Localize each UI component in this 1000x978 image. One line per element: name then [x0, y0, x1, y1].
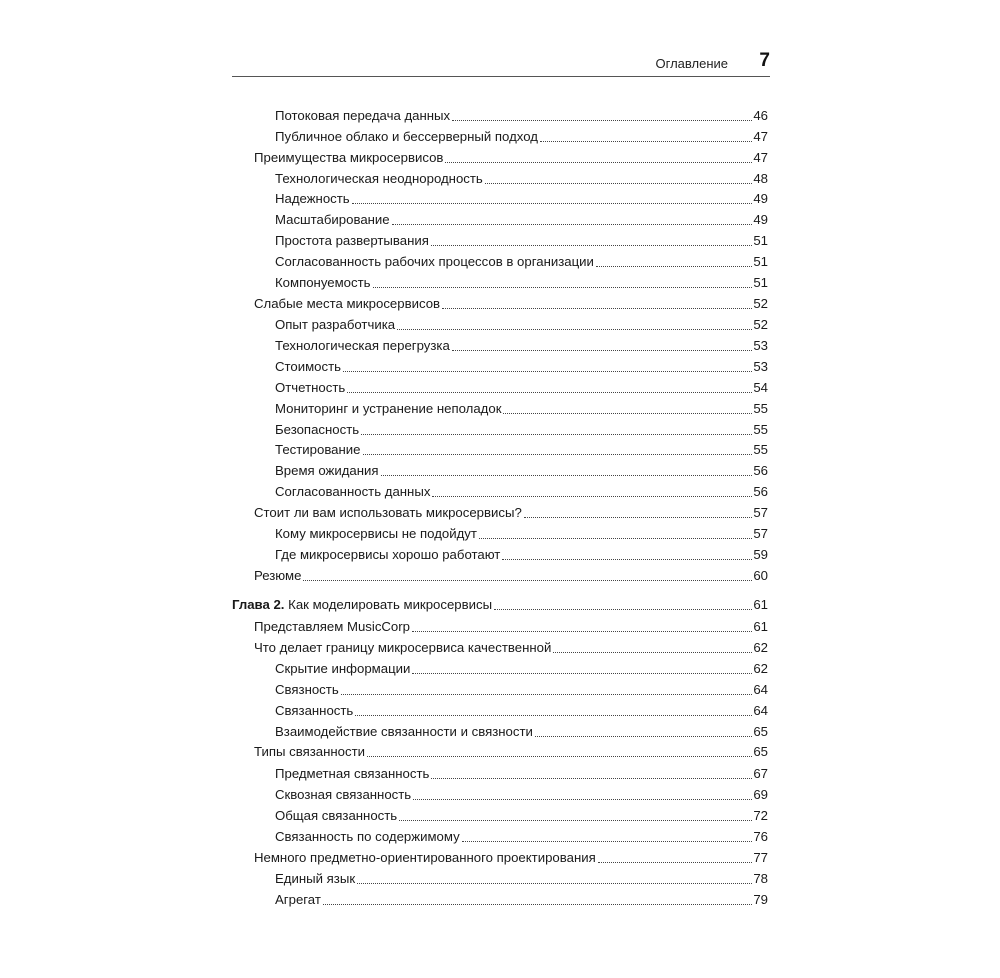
dot-leader	[596, 265, 752, 267]
toc-entry[interactable]	[275, 764, 768, 782]
toc-entry-title: Отчетность	[275, 380, 346, 395]
toc-entry[interactable]	[275, 357, 768, 375]
toc-entry-page: 55	[753, 401, 768, 416]
toc-entry-title: Кому микросервисы не подойдут	[275, 526, 477, 541]
toc-entry[interactable]	[275, 189, 768, 207]
toc-entry-page: 65	[753, 744, 768, 759]
toc-entry[interactable]	[254, 848, 768, 866]
toc-entry-page: 49	[753, 191, 768, 206]
toc-entry-page: 65	[753, 724, 768, 739]
toc-entry-title: Типы связанности	[254, 744, 365, 759]
toc-entry[interactable]	[275, 273, 768, 291]
dot-leader	[598, 861, 753, 863]
toc-entry[interactable]	[254, 566, 768, 584]
dot-leader	[412, 672, 752, 674]
toc-entry-page: 52	[753, 296, 768, 311]
toc-entry[interactable]	[254, 617, 768, 635]
toc-entry-title: Мониторинг и устранение неполадок	[275, 401, 502, 416]
dot-leader	[397, 328, 752, 330]
toc-entry[interactable]	[275, 315, 768, 333]
toc-entry[interactable]	[275, 785, 768, 803]
dot-leader	[412, 630, 752, 632]
toc-entry-page: 51	[753, 275, 768, 290]
toc-entry-title: Связанность по содержимому	[275, 829, 460, 844]
toc-entry-title: Немного предметно-ориентированного проектирования	[254, 850, 596, 865]
toc-entry[interactable]	[275, 106, 768, 124]
dot-leader	[347, 391, 752, 393]
toc-entry-page: 59	[753, 547, 768, 562]
toc-entry[interactable]	[275, 806, 768, 824]
dot-leader	[452, 349, 753, 351]
toc-entry-page: 55	[753, 442, 768, 457]
toc-entry-title: Сквозная связанность	[275, 787, 412, 802]
toc-entry-title: Согласованность рабочих процессов в организации	[275, 254, 594, 269]
dot-leader	[540, 140, 752, 142]
toc-entry[interactable]	[254, 503, 768, 521]
toc-entry-page: 78	[753, 871, 768, 886]
dot-leader	[399, 819, 752, 821]
toc-entry-page: 77	[753, 850, 768, 865]
toc-chapter-entry[interactable]	[232, 595, 768, 613]
dot-leader	[323, 903, 752, 905]
toc-entry-title: Надежность	[275, 191, 350, 206]
toc-entry-page: 61	[753, 597, 768, 612]
dot-leader	[432, 495, 752, 497]
dot-leader	[352, 202, 753, 204]
toc-entry-page: 56	[753, 463, 768, 478]
dot-leader	[445, 161, 752, 163]
toc-entry[interactable]	[254, 638, 768, 656]
toc-entry-title: Предметная связанность	[275, 766, 430, 781]
dot-leader	[373, 286, 753, 288]
dot-leader	[553, 651, 752, 653]
dot-leader	[355, 714, 752, 716]
page-header	[232, 50, 770, 77]
dot-leader	[479, 537, 752, 539]
dot-leader	[343, 370, 752, 372]
dot-leader	[494, 608, 752, 610]
toc-entry-page: 61	[753, 619, 768, 634]
toc-entry-title: Опыт разработчика	[275, 317, 396, 332]
toc-entry-title: Потоковая передача данных	[275, 108, 451, 123]
dot-leader	[442, 307, 752, 309]
toc-entry-page: 79	[753, 892, 768, 907]
dot-leader	[392, 223, 753, 225]
toc-entry[interactable]	[275, 440, 768, 458]
dot-leader	[357, 882, 752, 884]
toc-entry[interactable]	[254, 742, 768, 760]
toc-entry[interactable]	[275, 701, 768, 719]
toc-entry-page: 64	[753, 703, 768, 718]
toc-entry[interactable]	[275, 127, 768, 145]
page-number: 7	[759, 50, 770, 71]
toc-entry-page: 69	[753, 787, 768, 802]
dot-leader	[381, 474, 753, 476]
toc-entry-title: Взаимодействие связанности и связности	[275, 724, 533, 739]
toc-entry[interactable]	[275, 378, 768, 396]
toc-entry-title: Общая связанность	[275, 808, 398, 823]
toc-entry-page: 64	[753, 682, 768, 697]
toc-entry-page: 49	[753, 212, 768, 227]
toc-entry[interactable]	[275, 890, 768, 908]
toc-entry-title: Согласованность данных	[275, 484, 431, 499]
toc-entry[interactable]	[275, 210, 768, 228]
toc-entry-page: 56	[753, 484, 768, 499]
toc-entry-title	[232, 597, 492, 613]
toc-entry[interactable]	[275, 680, 768, 698]
toc-entry[interactable]	[275, 231, 768, 249]
toc-entry[interactable]	[275, 420, 768, 438]
dot-leader	[431, 777, 752, 779]
toc-entry-title: Время ожидания	[275, 463, 379, 478]
toc-entry-page: 54	[753, 380, 768, 395]
toc-entry-page: 48	[753, 171, 768, 186]
toc-entry-title: Резюме	[254, 568, 302, 583]
toc-entry-page: 51	[753, 254, 768, 269]
dot-leader	[341, 693, 753, 695]
toc-entry-page: 47	[753, 150, 768, 165]
dot-leader	[367, 755, 752, 757]
toc-entry-title: Что делает границу микросервиса качественной	[254, 640, 552, 655]
toc-entry-title: Преимущества микросервисов	[254, 150, 444, 165]
toc-entry[interactable]	[275, 524, 768, 542]
toc-entry-title: Стоимость	[275, 359, 342, 374]
dot-leader	[462, 840, 753, 842]
dot-leader	[431, 244, 752, 246]
toc-entry-title: Технологическая перегрузка	[275, 338, 450, 353]
dot-leader	[361, 433, 752, 435]
dot-leader	[503, 412, 752, 414]
toc-entry[interactable]	[275, 545, 768, 563]
toc-entry-page: 62	[753, 661, 768, 676]
toc-entry[interactable]	[254, 148, 768, 166]
toc-entry-title: Безопасность	[275, 422, 360, 437]
toc-entry-page: 62	[753, 640, 768, 655]
toc-entry-page: 76	[753, 829, 768, 844]
toc-entry[interactable]	[275, 336, 768, 354]
toc-entry-title: Тестирование	[275, 442, 361, 457]
toc-entry-page: 53	[753, 359, 768, 374]
toc-entry-title: Агрегат	[275, 892, 321, 907]
toc-entry-page: 67	[753, 766, 768, 781]
toc-entry[interactable]	[275, 252, 768, 270]
toc-entry-page: 53	[753, 338, 768, 353]
toc-entry-title: Скрытие информации	[275, 661, 411, 676]
dot-leader	[452, 119, 752, 121]
toc-entry-title: Связанность	[275, 703, 354, 718]
toc-entry-title: Компонуемость	[275, 275, 371, 290]
toc-entry[interactable]	[275, 169, 768, 187]
toc-entry-title: Связность	[275, 682, 339, 697]
toc-entry-page: 46	[753, 108, 768, 123]
dot-leader	[363, 453, 753, 455]
toc-entry-title: Масштабирование	[275, 212, 390, 227]
dot-leader	[413, 798, 752, 800]
toc-entry[interactable]	[275, 399, 768, 417]
toc-entry[interactable]	[275, 722, 768, 740]
dot-leader	[303, 579, 752, 581]
chapter-prefix: Глава 2.	[232, 597, 285, 612]
running-head-title: Оглавление	[655, 56, 728, 71]
dot-leader	[535, 735, 752, 737]
toc-entry-title: Единый язык	[275, 871, 356, 886]
toc-entry-page: 57	[753, 505, 768, 520]
toc-entry-title: Стоит ли вам использовать микросервисы?	[254, 505, 522, 520]
dot-leader	[524, 516, 753, 518]
toc-entry-page: 55	[753, 422, 768, 437]
toc-entry[interactable]	[275, 482, 768, 500]
chapter-title: Как моделировать микросервисы	[288, 597, 493, 612]
toc-entry-page: 60	[753, 568, 768, 583]
toc-entry-page: 72	[753, 808, 768, 823]
toc-entry-page: 51	[753, 233, 768, 248]
toc-entry[interactable]	[275, 461, 768, 479]
toc-entry-title: Где микросервисы хорошо работают	[275, 547, 501, 562]
dot-leader	[485, 182, 753, 184]
toc-entry-title: Простота развертывания	[275, 233, 429, 248]
toc-entry-page: 57	[753, 526, 768, 541]
toc-entry-title: Представляем MusicCorp	[254, 619, 410, 634]
toc-entry[interactable]	[254, 294, 768, 312]
toc-entry-page: 47	[753, 129, 768, 144]
dot-leader	[502, 558, 752, 560]
toc-entry[interactable]	[275, 659, 768, 677]
toc-entry-title: Публичное облако и бессерверный подход	[275, 129, 538, 144]
toc-entry-page: 52	[753, 317, 768, 332]
toc-entry[interactable]	[275, 869, 768, 887]
toc-entry[interactable]	[275, 827, 768, 845]
toc-entry-title: Технологическая неоднородность	[275, 171, 483, 186]
toc-entry-title: Слабые места микросервисов	[254, 296, 441, 311]
